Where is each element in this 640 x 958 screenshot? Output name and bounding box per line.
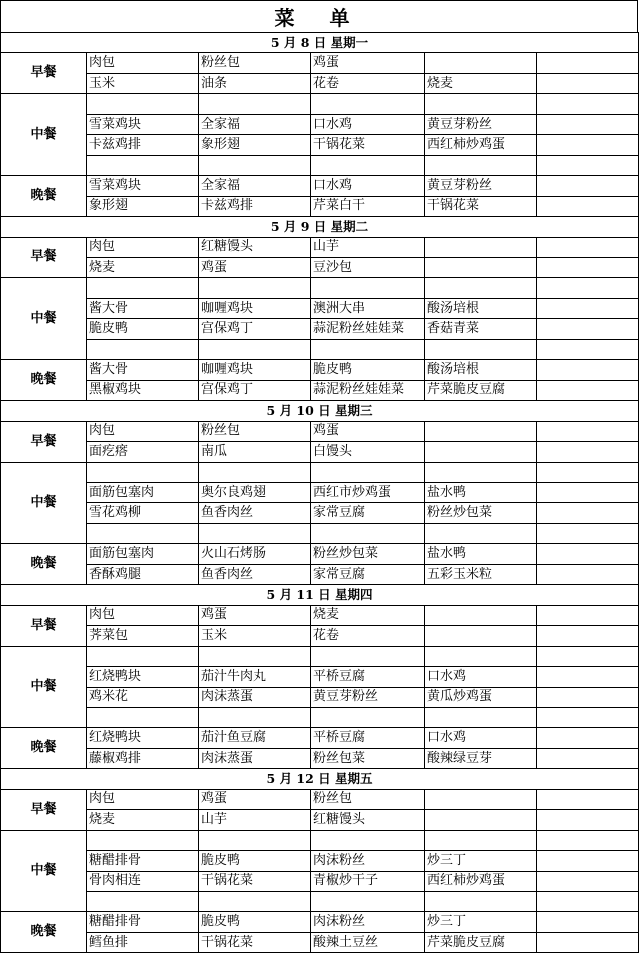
empty-cell: [199, 462, 311, 482]
empty-cell: [537, 605, 639, 625]
empty-cell: [425, 892, 537, 912]
empty-cell: [87, 278, 199, 298]
menu-row: [1, 319, 639, 339]
dish-cell: 咖喱鸡块: [199, 360, 311, 380]
empty-cell: [199, 523, 311, 543]
menu-row: [1, 237, 639, 257]
empty-cell: [537, 871, 639, 891]
empty-cell: [537, 687, 639, 707]
empty-cell: [537, 626, 639, 646]
menu-row: [1, 810, 639, 830]
empty-cell: [311, 94, 425, 114]
dish-cell: 脆皮鸭: [199, 912, 311, 932]
menu-row: [1, 687, 639, 707]
empty-cell: [537, 73, 639, 93]
dish-cell: 红糖馒头: [199, 237, 311, 257]
dish-cell: 骨肉相连: [87, 871, 199, 891]
menu-row: [1, 298, 639, 318]
dish-cell: 干锅花菜: [199, 932, 311, 952]
day-header-row: [1, 585, 639, 605]
dish-cell: 鸡蛋: [199, 257, 311, 277]
day-header: 5 月 10 日 星期三: [1, 401, 639, 421]
dish-cell: 糖醋排骨: [87, 912, 199, 932]
dish-cell: 芹菜脆皮豆腐: [425, 380, 537, 400]
empty-cell: [87, 339, 199, 359]
meal-label-lunch: 中餐: [1, 646, 87, 728]
menu-table-body: [1, 33, 639, 953]
dish-cell: 脆皮鸭: [87, 319, 199, 339]
dish-cell: 口水鸡: [311, 114, 425, 134]
empty-cell: [537, 564, 639, 584]
dish-cell: 茄汁鱼豆腐: [199, 728, 311, 748]
dish-cell: 黄瓜炒鸡蛋: [425, 687, 537, 707]
empty-cell: [87, 462, 199, 482]
dish-cell: 卡兹鸡排: [87, 135, 199, 155]
empty-cell: [425, 707, 537, 727]
empty-cell: [425, 523, 537, 543]
empty-cell: [311, 830, 425, 850]
dish-cell: 香酥鸡腿: [87, 564, 199, 584]
day-header-row: [1, 33, 639, 53]
dish-cell: 象形翅: [87, 196, 199, 216]
empty-cell: [537, 176, 639, 196]
menu-row: [1, 851, 639, 871]
menu-row: [1, 73, 639, 93]
dish-cell: 花卷: [311, 73, 425, 93]
dish-cell: 宫保鸡丁: [199, 380, 311, 400]
empty-cell: [537, 748, 639, 768]
empty-cell: [199, 892, 311, 912]
empty-cell: [87, 707, 199, 727]
menu-row: [1, 155, 639, 175]
dish-cell: 平桥豆腐: [311, 667, 425, 687]
dish-cell: 肉沫粉丝: [311, 851, 425, 871]
menu-row: [1, 667, 639, 687]
day-header-row: [1, 401, 639, 421]
menu-row: [1, 789, 639, 809]
dish-cell: 粉丝炒包菜: [311, 544, 425, 564]
dish-cell: 面筋包塞肉: [87, 544, 199, 564]
meal-label-breakfast: 早餐: [1, 237, 87, 278]
empty-cell: [537, 237, 639, 257]
dish-cell: 酸辣土豆丝: [311, 932, 425, 952]
dish-cell: 藤椒鸡排: [87, 748, 199, 768]
empty-cell: [537, 319, 639, 339]
empty-cell: [425, 94, 537, 114]
dish-cell: 炒三丁: [425, 912, 537, 932]
empty-cell: [537, 646, 639, 666]
menu-row: [1, 892, 639, 912]
empty-cell: [425, 155, 537, 175]
menu-row: [1, 53, 639, 73]
menu-row: [1, 482, 639, 502]
empty-cell: [537, 421, 639, 441]
empty-cell: [425, 830, 537, 850]
meal-label-lunch: 中餐: [1, 94, 87, 176]
dish-cell: 南瓜: [199, 442, 311, 462]
dish-cell: 鳕鱼排: [87, 932, 199, 952]
empty-cell: [537, 53, 639, 73]
dish-cell: 烧麦: [311, 605, 425, 625]
dish-cell: 蒜泥粉丝娃娃菜: [311, 380, 425, 400]
dish-cell: 五彩玉米粒: [425, 564, 537, 584]
dish-cell: 面疙瘩: [87, 442, 199, 462]
meal-label-lunch: 中餐: [1, 278, 87, 360]
empty-cell: [199, 339, 311, 359]
dish-cell: 芹菜脆皮豆腐: [425, 932, 537, 952]
dish-cell: 酸汤培根: [425, 360, 537, 380]
dish-cell: 澳洲大串: [311, 298, 425, 318]
dish-cell: 口水鸡: [425, 728, 537, 748]
empty-cell: [425, 810, 537, 830]
dish-cell: 肉包: [87, 237, 199, 257]
empty-cell: [537, 544, 639, 564]
empty-cell: [537, 360, 639, 380]
dish-cell: 玉米: [87, 73, 199, 93]
day-header-row: [1, 769, 639, 789]
empty-cell: [425, 257, 537, 277]
empty-cell: [425, 339, 537, 359]
empty-cell: [425, 421, 537, 441]
dish-cell: 面筋包塞肉: [87, 482, 199, 502]
empty-cell: [537, 912, 639, 932]
dish-cell: 烧麦: [87, 810, 199, 830]
day-header: 5 月 8 日 星期一: [1, 33, 639, 53]
empty-cell: [87, 830, 199, 850]
dish-cell: 口水鸡: [425, 667, 537, 687]
dish-cell: 雪菜鸡块: [87, 176, 199, 196]
menu-row: [1, 196, 639, 216]
empty-cell: [87, 155, 199, 175]
dish-cell: 烧麦: [425, 73, 537, 93]
menu-row: [1, 564, 639, 584]
empty-cell: [537, 810, 639, 830]
dish-cell: 粉丝包: [199, 421, 311, 441]
dish-cell: 肉沫粉丝: [311, 912, 425, 932]
dish-cell: 红烧鸭块: [87, 667, 199, 687]
menu-row: [1, 871, 639, 891]
dish-cell: 盐水鸭: [425, 482, 537, 502]
empty-cell: [537, 114, 639, 134]
menu-row: [1, 932, 639, 952]
menu-row: [1, 421, 639, 441]
empty-cell: [537, 196, 639, 216]
empty-cell: [537, 503, 639, 523]
empty-cell: [537, 135, 639, 155]
menu-row: [1, 707, 639, 727]
empty-cell: [537, 482, 639, 502]
meal-label-breakfast: 早餐: [1, 605, 87, 646]
meal-label-lunch: 中餐: [1, 830, 87, 912]
dish-cell: 烧麦: [87, 257, 199, 277]
dish-cell: 鱼香肉丝: [199, 564, 311, 584]
menu-row: [1, 830, 639, 850]
menu-row: [1, 257, 639, 277]
empty-cell: [537, 789, 639, 809]
empty-cell: [537, 278, 639, 298]
empty-cell: [199, 646, 311, 666]
dish-cell: 酸汤培根: [425, 298, 537, 318]
dish-cell: 鱼香肉丝: [199, 503, 311, 523]
empty-cell: [425, 237, 537, 257]
dish-cell: 全家福: [199, 176, 311, 196]
dish-cell: 鸡蛋: [199, 605, 311, 625]
empty-cell: [537, 442, 639, 462]
dish-cell: 白馒头: [311, 442, 425, 462]
menu-row: [1, 339, 639, 359]
menu-row: [1, 626, 639, 646]
meal-label-breakfast: 早餐: [1, 421, 87, 462]
dish-cell: 脆皮鸭: [199, 851, 311, 871]
dish-cell: 黑椒鸡块: [87, 380, 199, 400]
dish-cell: 火山石烤肠: [199, 544, 311, 564]
dish-cell: 鸡蛋: [199, 789, 311, 809]
menu-row: [1, 646, 639, 666]
meal-label-dinner: 晚餐: [1, 728, 87, 769]
menu-table: [0, 32, 639, 953]
dish-cell: 家常豆腐: [311, 503, 425, 523]
menu-row: [1, 94, 639, 114]
menu-row: [1, 176, 639, 196]
empty-cell: [199, 707, 311, 727]
empty-cell: [537, 728, 639, 748]
dish-cell: 奥尔良鸡翅: [199, 482, 311, 502]
menu-row: [1, 462, 639, 482]
menu-row: [1, 728, 639, 748]
dish-cell: 黄豆芽粉丝: [425, 176, 537, 196]
menu-row: [1, 523, 639, 543]
dish-cell: 豆沙包: [311, 257, 425, 277]
empty-cell: [537, 380, 639, 400]
menu-row: [1, 135, 639, 155]
meal-label-breakfast: 早餐: [1, 53, 87, 94]
empty-cell: [311, 523, 425, 543]
empty-cell: [537, 932, 639, 952]
meal-label-dinner: 晚餐: [1, 912, 87, 953]
menu-row: [1, 360, 639, 380]
menu-row: [1, 748, 639, 768]
dish-cell: 西红市炒鸡蛋: [311, 482, 425, 502]
day-header-row: [1, 217, 639, 237]
menu-row: [1, 380, 639, 400]
menu-row: [1, 544, 639, 564]
menu-row: [1, 278, 639, 298]
dish-cell: 鸡蛋: [311, 421, 425, 441]
empty-cell: [537, 257, 639, 277]
empty-cell: [87, 523, 199, 543]
dish-cell: 青椒炒干子: [311, 871, 425, 891]
dish-cell: 肉包: [87, 605, 199, 625]
dish-cell: 油条: [199, 73, 311, 93]
empty-cell: [311, 707, 425, 727]
dish-cell: 酸辣绿豆芽: [425, 748, 537, 768]
dish-cell: 盐水鸭: [425, 544, 537, 564]
menu-row: [1, 605, 639, 625]
dish-cell: 肉沫蒸蛋: [199, 748, 311, 768]
empty-cell: [425, 442, 537, 462]
empty-cell: [311, 462, 425, 482]
empty-cell: [87, 646, 199, 666]
dish-cell: 雪花鸡柳: [87, 503, 199, 523]
meal-label-dinner: 晚餐: [1, 176, 87, 217]
dish-cell: 鸡蛋: [311, 53, 425, 73]
dish-cell: 肉包: [87, 421, 199, 441]
dish-cell: 宫保鸡丁: [199, 319, 311, 339]
empty-cell: [199, 155, 311, 175]
meal-label-breakfast: 早餐: [1, 789, 87, 830]
dish-cell: 家常豆腐: [311, 564, 425, 584]
dish-cell: 全家福: [199, 114, 311, 134]
dish-cell: 咖喱鸡块: [199, 298, 311, 318]
dish-cell: 玉米: [199, 626, 311, 646]
dish-cell: 干锅花菜: [425, 196, 537, 216]
dish-cell: 肉包: [87, 53, 199, 73]
meal-label-dinner: 晚餐: [1, 544, 87, 585]
dish-cell: 炒三丁: [425, 851, 537, 871]
dish-cell: 西红柿炒鸡蛋: [425, 871, 537, 891]
meal-label-lunch: 中餐: [1, 462, 87, 544]
empty-cell: [537, 155, 639, 175]
empty-cell: [311, 155, 425, 175]
dish-cell: 粉丝包: [199, 53, 311, 73]
dish-cell: 干锅花菜: [311, 135, 425, 155]
dish-cell: 红烧鸭块: [87, 728, 199, 748]
empty-cell: [311, 892, 425, 912]
dish-cell: 花卷: [311, 626, 425, 646]
empty-cell: [311, 339, 425, 359]
dish-cell: 黄豆芽粉丝: [311, 687, 425, 707]
empty-cell: [199, 278, 311, 298]
dish-cell: 平桥豆腐: [311, 728, 425, 748]
empty-cell: [537, 707, 639, 727]
empty-cell: [537, 339, 639, 359]
empty-cell: [537, 851, 639, 871]
empty-cell: [87, 94, 199, 114]
dish-cell: 黄豆芽粉丝: [425, 114, 537, 134]
empty-cell: [537, 462, 639, 482]
menu-row: [1, 442, 639, 462]
empty-cell: [537, 830, 639, 850]
dish-cell: 西红柿炒鸡蛋: [425, 135, 537, 155]
dish-cell: 芹菜白干: [311, 196, 425, 216]
dish-cell: 干锅花菜: [199, 871, 311, 891]
empty-cell: [425, 646, 537, 666]
menu-row: [1, 503, 639, 523]
empty-cell: [199, 94, 311, 114]
empty-cell: [87, 892, 199, 912]
dish-cell: 糖醋排骨: [87, 851, 199, 871]
empty-cell: [537, 94, 639, 114]
empty-cell: [425, 53, 537, 73]
empty-cell: [311, 646, 425, 666]
meal-label-dinner: 晚餐: [1, 360, 87, 401]
dish-cell: 粉丝包菜: [311, 748, 425, 768]
empty-cell: [425, 462, 537, 482]
dish-cell: 象形翅: [199, 135, 311, 155]
dish-cell: 香菇青菜: [425, 319, 537, 339]
dish-cell: 蒜泥粉丝娃娃菜: [311, 319, 425, 339]
dish-cell: 红糖馒头: [311, 810, 425, 830]
empty-cell: [199, 830, 311, 850]
day-header: 5 月 11 日 星期四: [1, 585, 639, 605]
dish-cell: 山芋: [199, 810, 311, 830]
dish-cell: 酱大骨: [87, 360, 199, 380]
dish-cell: 鸡米花: [87, 687, 199, 707]
menu-title: 菜 单: [0, 0, 638, 33]
dish-cell: 山芋: [311, 237, 425, 257]
empty-cell: [537, 892, 639, 912]
day-header: 5 月 9 日 星期二: [1, 217, 639, 237]
dish-cell: 肉沫蒸蛋: [199, 687, 311, 707]
dish-cell: 酱大骨: [87, 298, 199, 318]
dish-cell: 脆皮鸭: [311, 360, 425, 380]
day-header: 5 月 12 日 星期五: [1, 769, 639, 789]
empty-cell: [537, 523, 639, 543]
empty-cell: [425, 605, 537, 625]
empty-cell: [425, 789, 537, 809]
menu-row: [1, 114, 639, 134]
dish-cell: 肉包: [87, 789, 199, 809]
dish-cell: 粉丝炒包菜: [425, 503, 537, 523]
empty-cell: [425, 626, 537, 646]
empty-cell: [537, 667, 639, 687]
dish-cell: 口水鸡: [311, 176, 425, 196]
dish-cell: 茄汁牛肉丸: [199, 667, 311, 687]
dish-cell: 粉丝包: [311, 789, 425, 809]
dish-cell: 卡兹鸡排: [199, 196, 311, 216]
menu-row: [1, 912, 639, 932]
dish-cell: 雪菜鸡块: [87, 114, 199, 134]
empty-cell: [311, 278, 425, 298]
empty-cell: [425, 278, 537, 298]
empty-cell: [537, 298, 639, 318]
dish-cell: 荠菜包: [87, 626, 199, 646]
